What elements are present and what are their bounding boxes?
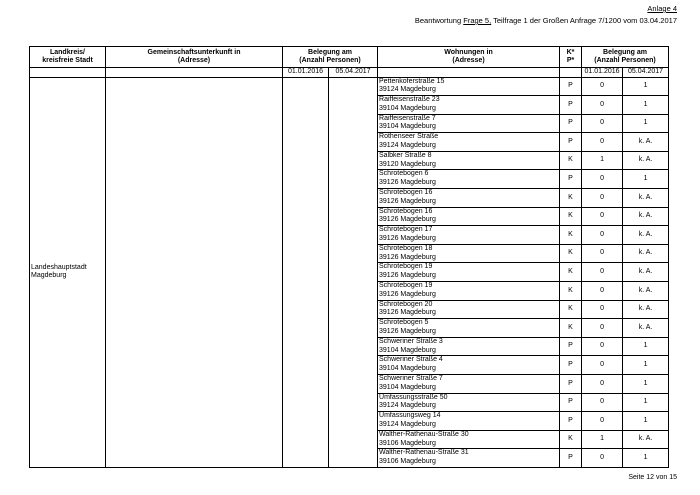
subtitle-prefix: Beantwortung — [414, 16, 464, 25]
apartment-address-cell — [378, 96, 560, 115]
postal-city: 39124 Magdeburg — [379, 142, 436, 150]
apartment-address-cell — [378, 300, 560, 319]
belegung-2016-cell: 0 — [582, 449, 623, 468]
street-address: Salbker Straße 8 — [379, 151, 432, 159]
belegung-2017-cell: 1 — [623, 356, 669, 375]
date-header: 01.01.2016 — [582, 68, 623, 78]
street-address: Schrotebogen 5 — [379, 319, 429, 327]
type-cell: K — [560, 430, 582, 449]
type-cell: P — [560, 449, 582, 468]
belegung-2017-cell: k. A. — [623, 151, 669, 170]
postal-city: 39104 Magdeburg — [379, 365, 436, 373]
col-header-belegung-wohnungen: Belegung am (Anzahl Personen) — [582, 47, 669, 68]
type-cell: K — [560, 300, 582, 319]
apartment-address-cell — [378, 282, 560, 301]
type-cell: K — [560, 244, 582, 263]
apartment-address-cell — [378, 226, 560, 245]
belegung-2016-cell: 0 — [582, 77, 623, 96]
apartment-address-cell — [378, 189, 560, 208]
street-address: Schrotebogen 18 — [379, 244, 433, 252]
postal-city: 39124 Magdeburg — [379, 402, 436, 410]
street-address: Umfassungsstraße 50 — [379, 393, 448, 401]
belegung-2017-cell: k. A. — [623, 133, 669, 152]
postal-city: 39104 Magdeburg — [379, 383, 436, 391]
belegung-2016-cell: 0 — [582, 393, 623, 412]
postal-city: 39126 Magdeburg — [379, 328, 436, 336]
page-number: Seite 12 von 15 — [628, 474, 677, 481]
type-cell: P — [560, 356, 582, 375]
postal-city: 39126 Magdeburg — [379, 272, 436, 280]
col-header-landkreis: Landkreis/ kreisfreie Stadt — [30, 47, 106, 68]
belegung-2016-cell: 0 — [582, 207, 623, 226]
belegung-2016-cell: 1 — [582, 430, 623, 449]
belegung-2017-cell: k. A. — [623, 263, 669, 282]
belegung-2016-cell: 0 — [582, 356, 623, 375]
street-address: Schrotebogen 19 — [379, 282, 433, 290]
belegung-2017-cell: k. A. — [623, 319, 669, 338]
apartment-address-cell — [378, 337, 560, 356]
belegung-2017-cell: 1 — [623, 393, 669, 412]
postal-city: 39126 Magdeburg — [379, 309, 436, 317]
type-cell: K — [560, 151, 582, 170]
document-subtitle — [415, 16, 677, 25]
apartment-address-cell — [378, 356, 560, 375]
street-address: Rothenseer Straße — [379, 133, 439, 141]
date-header: 01.01.2016 — [283, 68, 329, 78]
type-cell: P — [560, 375, 582, 394]
apartment-address-cell — [378, 449, 560, 468]
postal-city: 39106 Magdeburg — [379, 458, 436, 466]
belegung-2016-cell: 1 — [582, 151, 623, 170]
belegung-2016-cell: 0 — [582, 337, 623, 356]
street-address: Schweriner Straße 7 — [379, 375, 443, 382]
belegung-2017-cell: k. A. — [623, 226, 669, 245]
empty-cell — [378, 68, 560, 78]
date-header: 05.04.2017 — [329, 68, 378, 78]
street-address: Umfassungsweg 14 — [379, 412, 441, 420]
apartment-address-cell — [378, 133, 560, 152]
postal-city: 39106 Magdeburg — [379, 439, 436, 447]
postal-city: 39104 Magdeburg — [379, 123, 436, 131]
apartment-address-cell — [378, 207, 560, 226]
apartment-address-cell — [378, 319, 560, 338]
belegung-2017-cell: k. A. — [623, 189, 669, 208]
belegung-2017-cell: 1 — [623, 337, 669, 356]
landkreis-cell: Landeshauptstadt Magdeburg — [30, 77, 106, 467]
belegung-2016-cell: 0 — [582, 263, 623, 282]
belegung-2017-cell: 1 — [623, 170, 669, 189]
type-cell: P — [560, 412, 582, 431]
apartment-address-cell — [378, 244, 560, 263]
housing-table — [29, 46, 669, 468]
col-header-wohnungen: Wohnungen in (Adresse) — [378, 47, 560, 68]
street-address: Pettenkoferstraße 15 — [379, 77, 445, 85]
belegung-2016-cell: 0 — [582, 375, 623, 394]
belegung-2017-cell: k. A. — [623, 430, 669, 449]
type-cell: P — [560, 77, 582, 96]
belegung-2017-cell: 1 — [623, 96, 669, 115]
belegung-2017-cell: k. A. — [623, 282, 669, 301]
apartment-address-cell — [378, 375, 560, 394]
postal-city: 39104 Magdeburg — [379, 104, 436, 112]
street-address: Schrotebogen 6 — [379, 170, 429, 178]
col-header-belegung-gu: Belegung am (Anzahl Personen) — [283, 47, 378, 68]
type-cell: K — [560, 189, 582, 208]
street-address: Schrotebogen 16 — [379, 207, 433, 215]
empty-cell — [30, 68, 106, 78]
type-cell: K — [560, 207, 582, 226]
street-address: Schrotebogen 19 — [379, 263, 433, 271]
type-cell: K — [560, 226, 582, 245]
belegung-2017-cell: k. A. — [623, 207, 669, 226]
gemeinschaftsunterkunft-cell — [106, 77, 283, 467]
belegung-2016-cell: 0 — [582, 189, 623, 208]
postal-city: 39124 Magdeburg — [379, 420, 436, 428]
header-row — [30, 47, 669, 68]
annex-label: Anlage 4 — [647, 4, 677, 13]
belegung-2017-cell: 1 — [623, 449, 669, 468]
belegung-2017-cell: 1 — [623, 412, 669, 431]
belegung-2016-cell: 0 — [582, 319, 623, 338]
apartment-address-cell — [378, 412, 560, 431]
apartment-address-cell — [378, 263, 560, 282]
type-cell: K — [560, 319, 582, 338]
apartment-address-cell — [378, 170, 560, 189]
belegung-2017-cell: k. A. — [623, 244, 669, 263]
col-header-kp: K* P* — [560, 47, 582, 68]
belegung-2016-cell: 0 — [582, 282, 623, 301]
belegung-2016-cell: 0 — [582, 114, 623, 133]
type-cell: P — [560, 96, 582, 115]
street-address: Raiffeisenstraße 7 — [379, 114, 436, 122]
apartment-address-cell — [378, 393, 560, 412]
belegung-2016-cell: 0 — [582, 170, 623, 189]
col-header-gemeinschaftsunterkunft: Gemeinschaftsunterkunft in (Adresse) — [106, 47, 283, 68]
date-header-row — [30, 68, 669, 78]
belegung-gu-2016-cell — [283, 77, 329, 467]
postal-city: 39126 Magdeburg — [379, 197, 436, 205]
empty-cell — [560, 68, 582, 78]
postal-city: 39124 Magdeburg — [379, 86, 436, 94]
empty-cell — [106, 68, 283, 78]
street-address: Schrotebogen 16 — [379, 189, 433, 197]
type-cell: P — [560, 170, 582, 189]
belegung-2017-cell: k. A. — [623, 300, 669, 319]
belegung-2017-cell: 1 — [623, 114, 669, 133]
street-address: Schrotebogen 20 — [379, 300, 433, 308]
postal-city: 39126 Magdeburg — [379, 253, 436, 261]
type-cell: K — [560, 282, 582, 301]
street-address: Schrotebogen 17 — [379, 226, 433, 234]
belegung-2016-cell: 0 — [582, 226, 623, 245]
belegung-2017-cell: 1 — [623, 375, 669, 394]
type-cell: P — [560, 114, 582, 133]
apartment-address-cell — [378, 77, 560, 96]
street-address: Schweriner Straße 4 — [379, 356, 443, 364]
street-address: Schweriner Straße 3 — [379, 337, 443, 345]
type-cell: P — [560, 337, 582, 356]
type-cell: K — [560, 263, 582, 282]
belegung-2016-cell: 0 — [582, 96, 623, 115]
date-header: 05.04.2017 — [623, 68, 669, 78]
table-body — [30, 77, 669, 467]
question-link[interactable]: Frage 5, — [463, 16, 492, 25]
belegung-2016-cell: 0 — [582, 300, 623, 319]
belegung-2017-cell: 1 — [623, 77, 669, 96]
postal-city: 39126 Magdeburg — [379, 179, 436, 187]
belegung-2016-cell: 0 — [582, 244, 623, 263]
belegung-2016-cell: 0 — [582, 133, 623, 152]
street-address: Walther-Rathenau-Straße 30 — [379, 430, 469, 438]
apartment-address-cell — [378, 430, 560, 449]
belegung-gu-2017-cell — [329, 77, 378, 467]
table-row — [30, 77, 669, 96]
postal-city: 39126 Magdeburg — [379, 235, 436, 243]
type-cell: P — [560, 393, 582, 412]
belegung-2016-cell: 0 — [582, 412, 623, 431]
postal-city: 39126 Magdeburg — [379, 216, 436, 224]
postal-city: 39126 Magdeburg — [379, 290, 436, 298]
subtitle-suffix: Teilfrage 1 der Großen Anfrage 7/1200 vom 03.04.2017 — [491, 16, 677, 25]
apartment-address-cell — [378, 151, 560, 170]
street-address: Raiffeisenstraße 23 — [379, 96, 440, 104]
type-cell: P — [560, 133, 582, 152]
apartment-address-cell — [378, 114, 560, 133]
street-address: Walther-Rathenau-Straße 31 — [379, 449, 469, 457]
postal-city: 39104 Magdeburg — [379, 346, 436, 354]
postal-city: 39120 Magdeburg — [379, 160, 436, 168]
